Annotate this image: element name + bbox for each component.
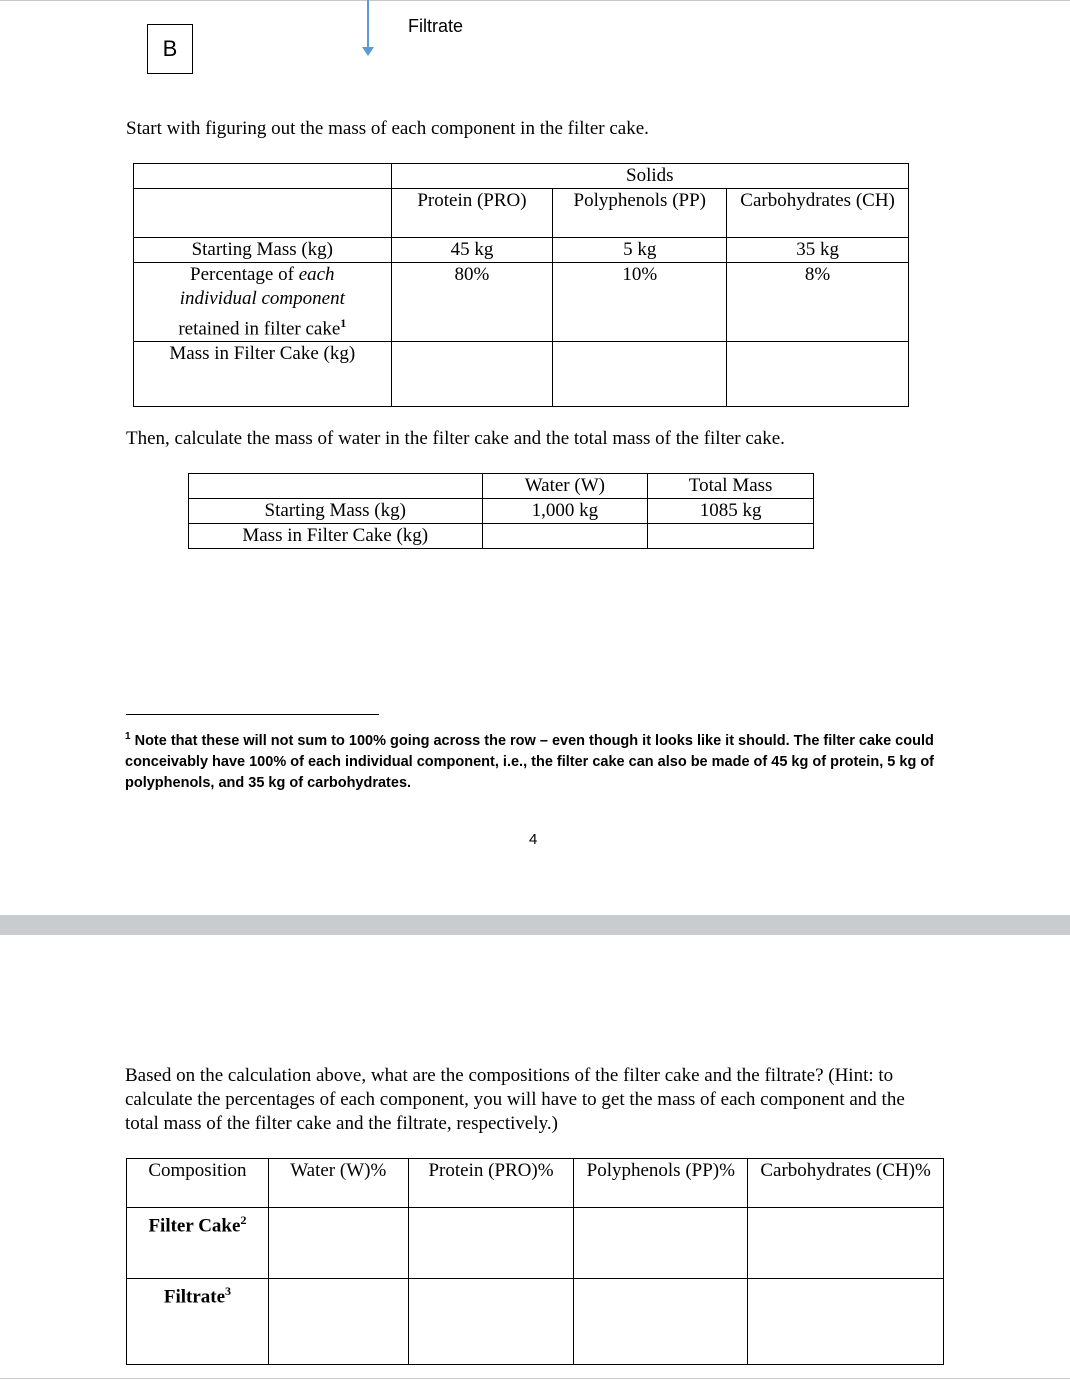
footnote-ref-2: 2 [240,1213,247,1227]
table1-corner-cell [134,164,392,189]
percentage-polyphenols: 10% [553,263,727,342]
footnote-marker: 1 [125,731,131,742]
percentage-protein: 80% [391,263,553,342]
starting-mass-carbohydrates: 35 kg [727,238,909,263]
filtrate-label: Filtrate [163,1286,226,1308]
filter-cake-mass-polyphenols-cell[interactable] [553,342,727,407]
table2-corner-cell [189,474,483,499]
filtrate-polyphenols-percent-cell[interactable] [574,1279,748,1365]
filtrate-arrow-label: Filtrate [408,16,464,36]
table3-header-polyphenols: Polyphenols (PP)% [574,1159,748,1208]
filter-cake-mass-water-cell[interactable] [482,524,648,549]
footnote-separator [126,714,379,715]
table3-header-composition: Composition [127,1159,269,1208]
composition-table [126,1158,944,1365]
starting-mass-water: 1,000 kg [482,499,648,524]
row-label-filtrate [127,1279,269,1365]
starting-mass-protein: 45 kg [391,238,553,263]
filter-cake-label: Filter Cake [148,1215,241,1237]
composition-question-text: Based on the calculation above, what are the compositions of the filter cake and the filtrate? (Hint: to calculate the percentages of each component, you will have to get the mass of each component and the total mass of the filter cake and the filtrate, respectively.) [125,1065,905,1134]
table3-header-water: Water (W)% [268,1159,408,1208]
page-bottom-border [0,1378,1070,1379]
filter-cake-carbohydrates-percent-cell[interactable] [748,1208,944,1279]
water-instruction-text: Then, calculate the mass of water in the filter cake and the total mass of the filter cake. [126,428,785,449]
starting-mass-total: 1085 kg [648,499,814,524]
filter-cake-mass-protein-cell[interactable] [391,342,553,407]
filtrate-carbohydrates-percent-cell[interactable] [748,1279,944,1365]
filtrate-arrow-line [367,0,369,48]
intro-text: Start with figuring out the mass of each component in the filter cake. [126,118,649,139]
arrow-down-icon [362,47,374,56]
table1-header-polyphenols: Polyphenols (PP) [553,189,727,238]
footnote-1 [125,726,955,794]
percentage-label-part1: Percentage of [190,264,299,285]
table1-header-carbohydrates: Carbohydrates (CH) [727,189,909,238]
filter-cake-mass-total-cell[interactable] [648,524,814,549]
percentage-label-each: each [298,264,335,285]
filter-cake-mass-carbohydrates-cell[interactable] [727,342,909,407]
table2-header-water: Water (W) [482,474,648,499]
footnote-text: Note that these will not sum to 100% going across the row – even though it looks like it should. The filter cake could conceivably have 100% of each individual component, i.e., the filter cake can also be made of 45 kg of protein, 5 kg of polyphenols, and 35 kg of carbohydrates. [125,732,935,791]
box-b-label: B [147,24,193,74]
table3-header-carbohydrates: Carbohydrates (CH)% [748,1159,944,1208]
table2-header-total-mass: Total Mass [648,474,814,499]
percentage-carbohydrates: 8% [727,263,909,342]
row-label-percentage-retained [134,263,392,342]
page-break-band [0,915,1070,935]
row-label-starting-mass: Starting Mass (kg) [134,238,392,263]
filtrate-protein-percent-cell[interactable] [408,1279,574,1365]
filtrate-water-percent-cell[interactable] [268,1279,408,1365]
table2-row-label-mass-in-filter-cake: Mass in Filter Cake (kg) [189,524,483,549]
table1-header-protein: Protein (PRO) [391,189,553,238]
page-number: 4 [529,831,538,848]
footnote-ref-1: 1 [340,316,347,330]
percentage-label-part3: retained in filter cake [178,318,341,340]
table1-header-blank [134,189,392,238]
percentage-label-individual: individual component [179,288,345,309]
page-top-border [0,0,1070,1]
row-label-mass-in-filter-cake: Mass in Filter Cake (kg) [134,342,392,407]
filter-cake-mass-table [133,163,909,407]
table2-row-label-starting-mass: Starting Mass (kg) [189,499,483,524]
row-label-filter-cake [127,1208,269,1279]
solids-group-header: Solids [391,164,908,189]
filter-cake-water-percent-cell[interactable] [268,1208,408,1279]
filter-cake-polyphenols-percent-cell[interactable] [574,1208,748,1279]
water-mass-table [188,473,814,549]
table3-header-protein: Protein (PRO)% [408,1159,574,1208]
filter-cake-protein-percent-cell[interactable] [408,1208,574,1279]
footnote-ref-3: 3 [225,1284,232,1298]
starting-mass-polyphenols: 5 kg [553,238,727,263]
